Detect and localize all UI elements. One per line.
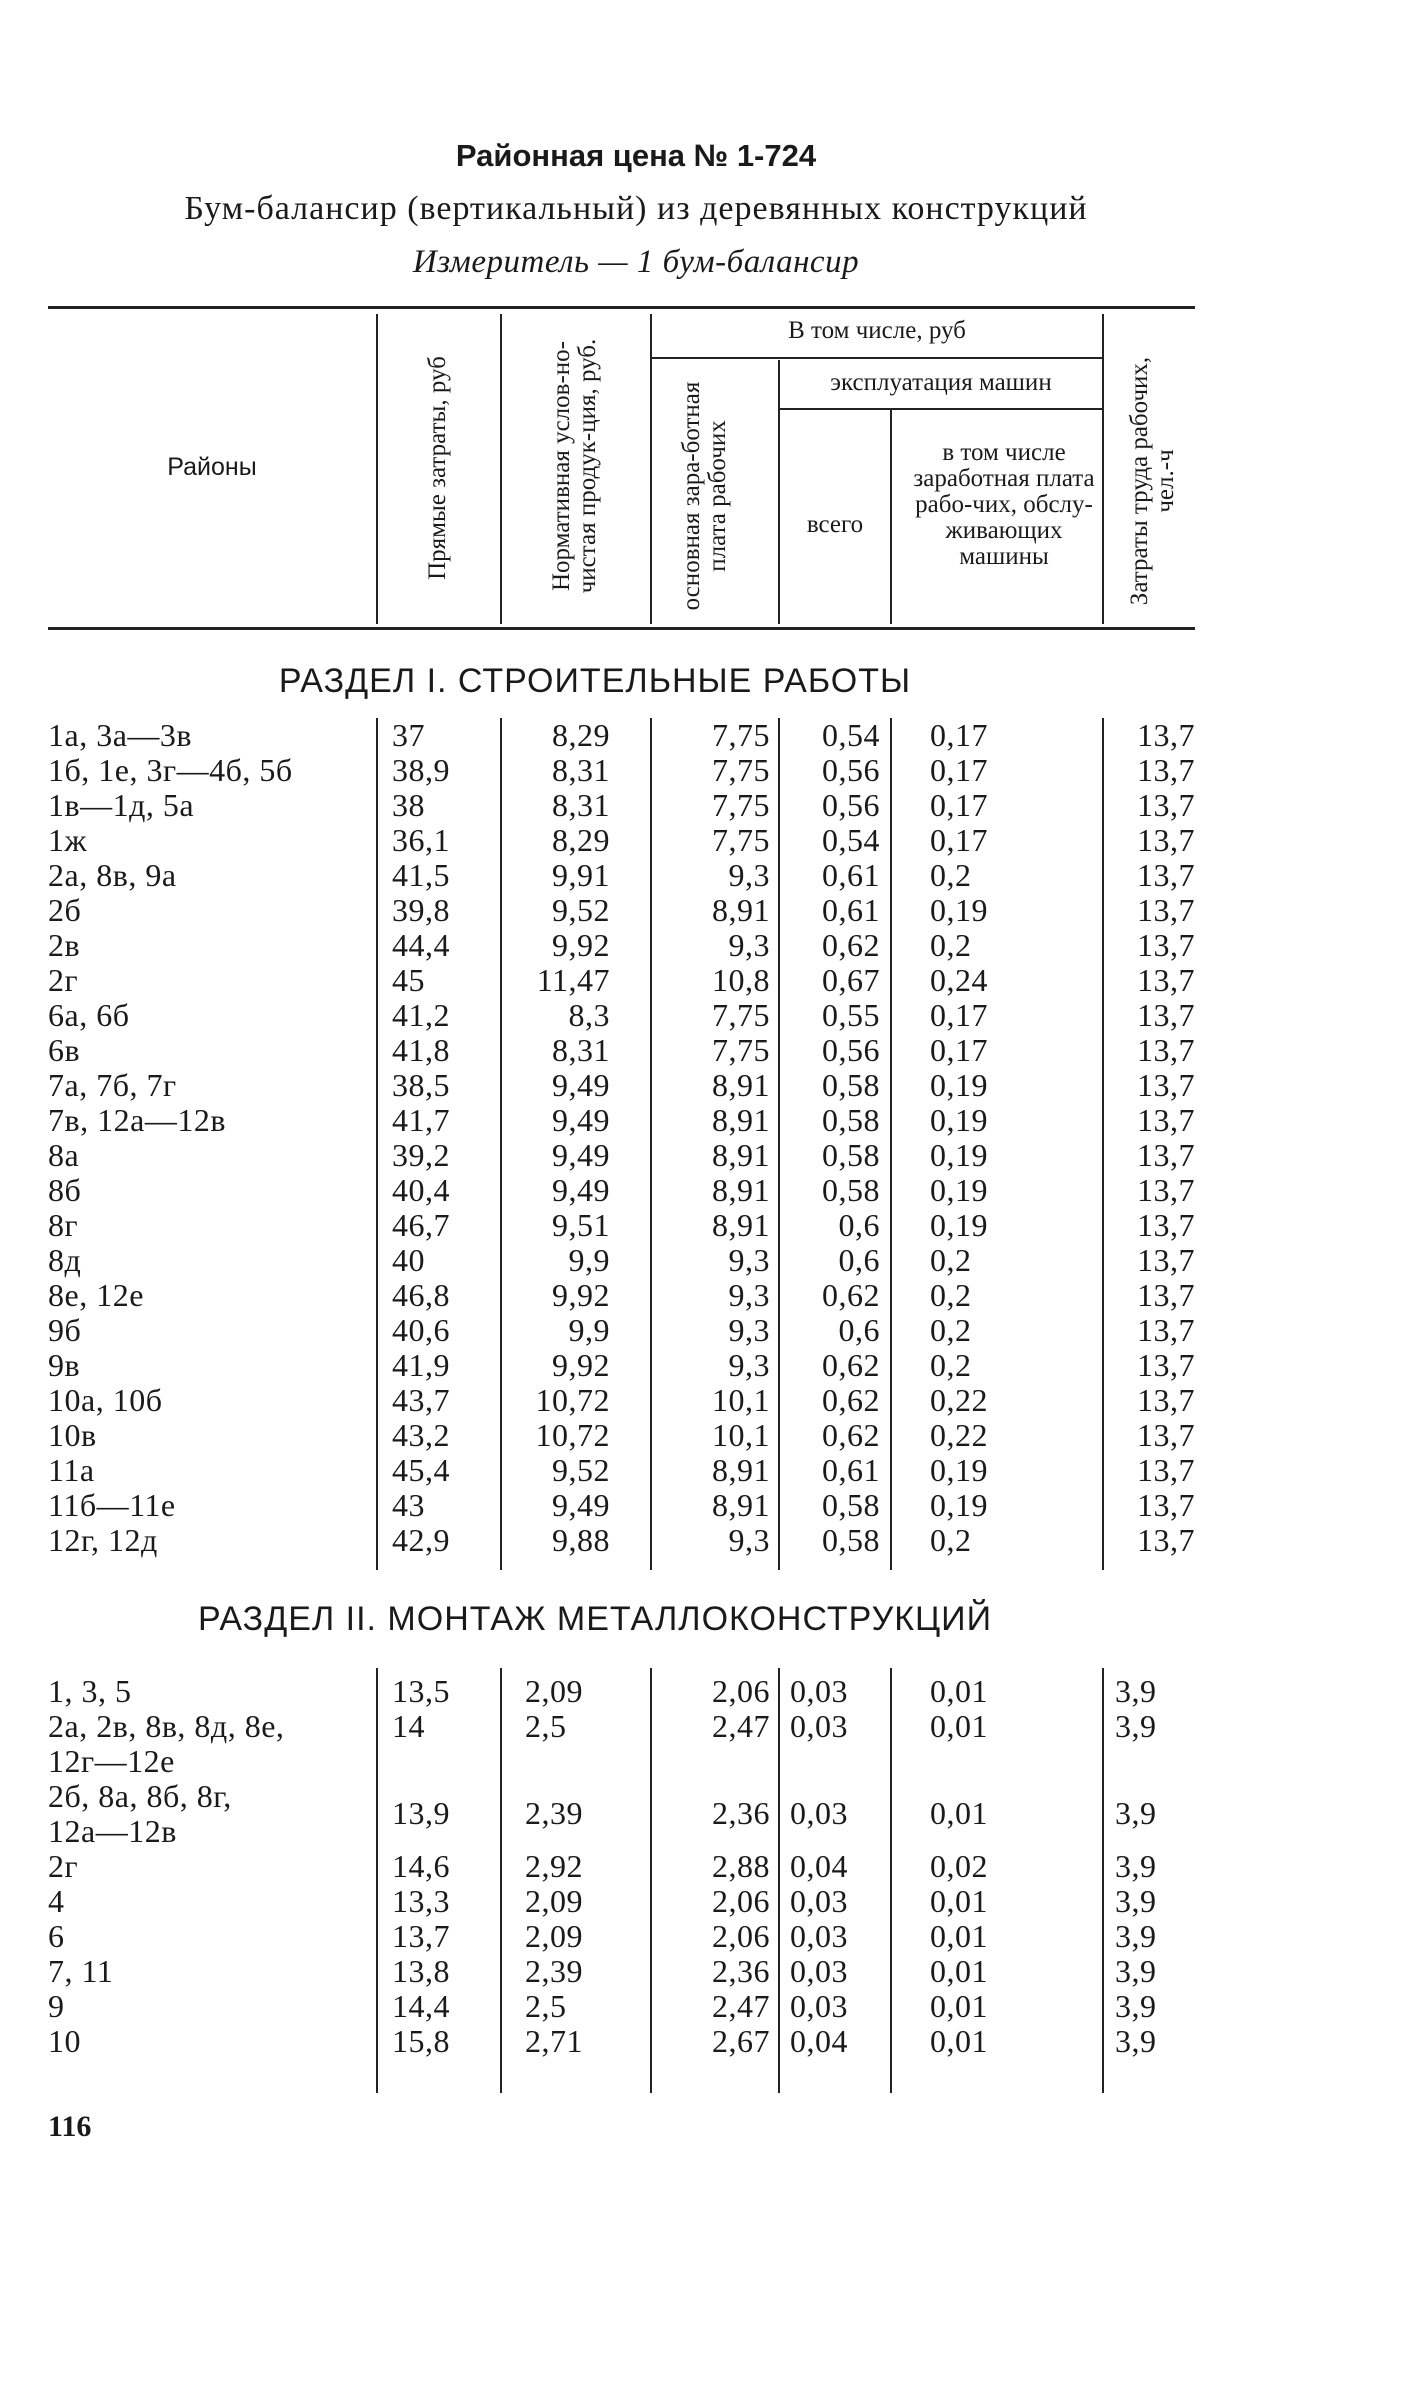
measure-unit: Измеритель — 1 бум-балансир	[412, 244, 860, 280]
cell-normative: 9,49	[552, 1137, 610, 1173]
cell-labor: 13,7	[1137, 927, 1195, 963]
cell-direct-costs: 41,9	[392, 1347, 450, 1383]
cell-machine-wage: 0,01	[930, 2023, 988, 2059]
cell-region: 8г	[48, 1207, 79, 1243]
cell-normative: 9,49	[552, 1067, 610, 1103]
header-bottom-rule	[48, 627, 1195, 630]
cell-machines-total: 0,03	[790, 1953, 848, 1989]
cell-region: 6а, 6б	[48, 997, 130, 1033]
cell-region-continued: 12г—12е	[48, 1743, 175, 1779]
cell-direct-costs: 44,4	[392, 927, 450, 963]
cell-labor: 13,7	[1137, 857, 1195, 893]
cell-normative: 9,92	[552, 927, 610, 963]
cell-machines-total: 0,03	[790, 1673, 848, 1709]
cell-machine-wage: 0,17	[930, 822, 988, 858]
cell-normative: 2,39	[525, 1953, 583, 1989]
cell-machine-wage: 0,01	[930, 1795, 988, 1831]
cell-direct-costs: 43,2	[392, 1417, 450, 1453]
cell-base-wage: 2,36	[712, 1953, 770, 1989]
cell-region: 2г	[48, 962, 79, 998]
cell-normative: 2,5	[525, 1708, 567, 1744]
col-header-total: всего	[806, 511, 864, 538]
cell-machines-total: 0,03	[790, 1918, 848, 1954]
cell-normative: 2,09	[525, 1673, 583, 1709]
cell-base-wage: 9,3	[728, 1277, 770, 1313]
cell-labor: 13,7	[1137, 752, 1195, 788]
table-row	[0, 788, 1421, 823]
cell-machine-wage: 0,01	[930, 1708, 988, 1744]
cell-labor: 13,7	[1137, 1522, 1195, 1558]
cell-normative: 8,3	[568, 997, 610, 1033]
cell-normative: 2,09	[525, 1883, 583, 1919]
cell-base-wage: 2,36	[712, 1795, 770, 1831]
cell-region: 9б	[48, 1312, 82, 1348]
cell-normative: 10,72	[535, 1417, 610, 1453]
table-row	[0, 1418, 1421, 1453]
cell-base-wage: 10,8	[712, 962, 770, 998]
col-divider-3	[650, 314, 652, 624]
cell-machine-wage: 0,19	[930, 1207, 988, 1243]
cell-machines-total: 0,54	[822, 822, 880, 858]
section-2-title: РАЗДЕЛ II. МОНТАЖ МЕТАЛЛОКОНСТРУКЦИЙ	[197, 1600, 993, 1638]
table-row	[0, 998, 1421, 1033]
cell-normative: 8,31	[552, 787, 610, 823]
cell-labor: 3,9	[1115, 2023, 1157, 2059]
cell-machine-wage: 0,22	[930, 1382, 988, 1418]
cell-machine-wage: 0,2	[930, 1312, 972, 1348]
cell-normative: 9,52	[552, 892, 610, 928]
cell-region: 2б, 8а, 8б, 8г,	[48, 1778, 232, 1814]
col-divider-2	[500, 314, 502, 624]
cell-base-wage: 9,3	[728, 1347, 770, 1383]
cell-region: 6	[48, 1918, 65, 1954]
cell-machine-wage: 0,19	[930, 1102, 988, 1138]
cell-machines-total: 0,67	[822, 962, 880, 998]
col-divider-4	[778, 360, 780, 624]
cell-normative: 2,5	[525, 1988, 567, 2024]
cell-normative: 9,92	[552, 1277, 610, 1313]
cell-direct-costs: 38,9	[392, 752, 450, 788]
cell-direct-costs: 45,4	[392, 1452, 450, 1488]
cell-base-wage: 9,3	[728, 857, 770, 893]
col-header-regions: Районы	[167, 453, 257, 481]
cell-base-wage: 9,3	[728, 1522, 770, 1558]
table-row	[0, 1884, 1421, 1919]
cell-base-wage: 8,91	[712, 1102, 770, 1138]
cell-labor: 13,7	[1137, 1207, 1195, 1243]
cell-normative: 8,31	[552, 752, 610, 788]
table-row	[0, 1453, 1421, 1488]
cell-machine-wage: 0,2	[930, 1242, 972, 1278]
cell-labor: 3,9	[1115, 1953, 1157, 1989]
cell-region: 8д	[48, 1242, 82, 1278]
cell-normative: 9,51	[552, 1207, 610, 1243]
cell-labor: 13,7	[1137, 787, 1195, 823]
cell-base-wage: 7,75	[712, 997, 770, 1033]
cell-machines-total: 0,58	[822, 1137, 880, 1173]
cell-direct-costs: 14,4	[392, 1988, 450, 2024]
cell-labor: 13,7	[1137, 1242, 1195, 1278]
cell-base-wage: 8,91	[712, 1172, 770, 1208]
table-row	[0, 1208, 1421, 1243]
cell-machines-total: 0,58	[822, 1067, 880, 1103]
cell-machines-total: 0,61	[822, 857, 880, 893]
cell-region: 12г, 12д	[48, 1522, 158, 1558]
cell-region: 7в, 12а—12в	[48, 1102, 226, 1138]
cell-region: 2б	[48, 892, 82, 928]
cell-machines-total: 0,61	[822, 892, 880, 928]
cell-base-wage: 7,75	[712, 787, 770, 823]
cell-region: 10в	[48, 1417, 97, 1453]
sub-rule-1	[652, 357, 1102, 359]
cell-region: 8б	[48, 1172, 82, 1208]
cell-labor: 13,7	[1137, 1452, 1195, 1488]
cell-machine-wage: 0,01	[930, 1953, 988, 1989]
table-row	[0, 1779, 1421, 1849]
cell-direct-costs: 13,7	[392, 1918, 450, 1954]
cell-labor: 3,9	[1115, 1795, 1157, 1831]
table-row	[0, 823, 1421, 858]
cell-normative: 8,29	[552, 822, 610, 858]
cell-machine-wage: 0,2	[930, 1277, 972, 1313]
cell-region: 8а	[48, 1137, 80, 1173]
cell-machines-total: 0,62	[822, 1417, 880, 1453]
cell-direct-costs: 14	[392, 1708, 425, 1744]
cell-labor: 13,7	[1137, 1417, 1195, 1453]
cell-region: 2а, 2в, 8в, 8д, 8е,	[48, 1708, 285, 1744]
cell-machine-wage: 0,22	[930, 1417, 988, 1453]
cell-direct-costs: 39,2	[392, 1137, 450, 1173]
cell-direct-costs: 13,3	[392, 1883, 450, 1919]
col-header-machine-wage: в том числе заработная плата рабо-чих, обслу-живающих машины	[913, 439, 1095, 570]
cell-labor: 3,9	[1115, 1883, 1157, 1919]
cell-machines-total: 0,03	[790, 1988, 848, 2024]
cell-machines-total: 0,03	[790, 1795, 848, 1831]
cell-normative: 8,31	[552, 1032, 610, 1068]
cell-labor: 3,9	[1115, 1708, 1157, 1744]
table-row	[0, 1033, 1421, 1068]
cell-direct-costs: 43,7	[392, 1382, 450, 1418]
cell-normative: 9,9	[568, 1312, 610, 1348]
cell-labor: 3,9	[1115, 1848, 1157, 1884]
cell-machines-total: 0,62	[822, 1382, 880, 1418]
cell-labor: 13,7	[1137, 1032, 1195, 1068]
section-1-title: РАЗДЕЛ I. СТРОИТЕЛЬНЫЕ РАБОТЫ	[278, 662, 912, 700]
cell-normative: 9,9	[568, 1242, 610, 1278]
cell-base-wage: 2,88	[712, 1848, 770, 1884]
cell-machines-total: 0,03	[790, 1883, 848, 1919]
cell-base-wage: 2,06	[712, 1883, 770, 1919]
col-divider-6	[1102, 314, 1104, 624]
cell-normative: 9,49	[552, 1487, 610, 1523]
cell-direct-costs: 14,6	[392, 1848, 450, 1884]
cell-direct-costs: 45	[392, 962, 425, 998]
cell-base-wage: 7,75	[712, 822, 770, 858]
col-header-direct-costs: Прямые затраты, руб	[424, 356, 451, 580]
cell-region: 1, 3, 5	[48, 1673, 132, 1709]
cell-machine-wage: 0,01	[930, 1988, 988, 2024]
cell-direct-costs: 13,5	[392, 1673, 450, 1709]
cell-machine-wage: 0,2	[930, 857, 972, 893]
cell-base-wage: 9,3	[728, 1242, 770, 1278]
cell-labor: 13,7	[1137, 1067, 1195, 1103]
cell-direct-costs: 36,1	[392, 822, 450, 858]
cell-direct-costs: 46,7	[392, 1207, 450, 1243]
cell-region: 9в	[48, 1347, 81, 1383]
cell-machines-total: 0,6	[838, 1312, 880, 1348]
cell-normative: 9,91	[552, 857, 610, 893]
cell-normative: 8,29	[552, 717, 610, 753]
table-row	[0, 1103, 1421, 1138]
document-subtitle: Бум-балансир (вертикальный) из деревянных конструкций	[184, 190, 1088, 227]
cell-base-wage: 7,75	[712, 1032, 770, 1068]
header-top-rule	[48, 306, 1195, 309]
cell-direct-costs: 46,8	[392, 1277, 450, 1313]
cell-base-wage: 7,75	[712, 717, 770, 753]
table-row	[0, 1709, 1421, 1779]
table-row	[0, 858, 1421, 893]
cell-direct-costs: 13,9	[392, 1795, 450, 1831]
cell-labor: 13,7	[1137, 1137, 1195, 1173]
cell-machine-wage: 0,2	[930, 927, 972, 963]
cell-labor: 13,7	[1137, 1487, 1195, 1523]
cell-labor: 13,7	[1137, 1172, 1195, 1208]
cell-region: 11а	[48, 1452, 95, 1488]
cell-region: 2г	[48, 1848, 79, 1884]
cell-machine-wage: 0,19	[930, 1487, 988, 1523]
cell-normative: 9,92	[552, 1347, 610, 1383]
table-row	[0, 1278, 1421, 1313]
cell-labor: 13,7	[1137, 997, 1195, 1033]
cell-direct-costs: 41,5	[392, 857, 450, 893]
cell-normative: 2,71	[525, 2023, 583, 2059]
cell-region: 1ж	[48, 822, 88, 858]
cell-machine-wage: 0,01	[930, 1883, 988, 1919]
table-row	[0, 1488, 1421, 1523]
cell-direct-costs: 40,4	[392, 1172, 450, 1208]
table-row	[0, 1674, 1421, 1709]
cell-labor: 13,7	[1137, 1312, 1195, 1348]
cell-machines-total: 0,6	[838, 1207, 880, 1243]
cell-machine-wage: 0,19	[930, 892, 988, 928]
cell-machines-total: 0,58	[822, 1102, 880, 1138]
cell-machines-total: 0,03	[790, 1708, 848, 1744]
table-row	[0, 1068, 1421, 1103]
cell-labor: 13,7	[1137, 1347, 1195, 1383]
col-divider-1	[376, 314, 378, 624]
cell-machines-total: 0,56	[822, 1032, 880, 1068]
col-header-base-wage: основная зара-ботная плата рабочих	[678, 381, 731, 611]
table-row	[0, 1383, 1421, 1418]
cell-labor: 13,7	[1137, 892, 1195, 928]
cell-machine-wage: 0,19	[930, 1172, 988, 1208]
cell-normative: 9,49	[552, 1172, 610, 1208]
cell-base-wage: 2,47	[712, 1708, 770, 1744]
cell-labor: 3,9	[1115, 1918, 1157, 1954]
cell-machines-total: 0,61	[822, 1452, 880, 1488]
col-header-normative: Нормативная услов-но-чистая продук-ция, руб.	[548, 338, 601, 594]
col-header-labor: Затраты труда рабочих, чел.-ч	[1126, 356, 1179, 606]
cell-machine-wage: 0,24	[930, 962, 988, 998]
cell-direct-costs: 43	[392, 1487, 425, 1523]
cell-direct-costs: 41,2	[392, 997, 450, 1033]
cell-machines-total: 0,58	[822, 1172, 880, 1208]
table-row	[0, 893, 1421, 928]
cell-base-wage: 7,75	[712, 752, 770, 788]
table-row	[0, 1173, 1421, 1208]
cell-region: 2в	[48, 927, 81, 963]
cell-region: 2а, 8в, 9а	[48, 857, 177, 893]
cell-direct-costs: 38,5	[392, 1067, 450, 1103]
table-row	[0, 718, 1421, 753]
cell-base-wage: 8,91	[712, 892, 770, 928]
cell-machines-total: 0,6	[838, 1242, 880, 1278]
cell-direct-costs: 40,6	[392, 1312, 450, 1348]
col-header-including: В том числе, руб	[788, 317, 966, 344]
cell-machines-total: 0,56	[822, 752, 880, 788]
cell-machines-total: 0,62	[822, 927, 880, 963]
cell-labor: 13,7	[1137, 1102, 1195, 1138]
cell-direct-costs: 37	[392, 717, 425, 753]
cell-direct-costs: 40	[392, 1242, 425, 1278]
cell-direct-costs: 41,8	[392, 1032, 450, 1068]
cell-machine-wage: 0,2	[930, 1522, 972, 1558]
cell-direct-costs: 42,9	[392, 1522, 450, 1558]
section-2-rows	[0, 1674, 1421, 2059]
document-title: Районная цена № 1-724	[455, 138, 817, 173]
table-row	[0, 1954, 1421, 1989]
cell-normative: 10,72	[535, 1382, 610, 1418]
cell-labor: 13,7	[1137, 1277, 1195, 1313]
cell-machine-wage: 0,2	[930, 1347, 972, 1383]
cell-base-wage: 8,91	[712, 1487, 770, 1523]
cell-machine-wage: 0,01	[930, 1673, 988, 1709]
cell-normative: 11,47	[536, 962, 610, 998]
cell-direct-costs: 41,7	[392, 1102, 450, 1138]
table-row	[0, 1243, 1421, 1278]
cell-base-wage: 2,06	[712, 1673, 770, 1709]
cell-base-wage: 9,3	[728, 927, 770, 963]
cell-machines-total: 0,04	[790, 2023, 848, 2059]
table-row	[0, 1138, 1421, 1173]
cell-machines-total: 0,04	[790, 1848, 848, 1884]
cell-labor: 13,7	[1137, 962, 1195, 998]
cell-normative: 9,52	[552, 1452, 610, 1488]
cell-machine-wage: 0,19	[930, 1452, 988, 1488]
cell-region: 6в	[48, 1032, 81, 1068]
table-row	[0, 1348, 1421, 1383]
table-row	[0, 963, 1421, 998]
cell-region: 7, 11	[48, 1953, 114, 1989]
cell-machines-total: 0,56	[822, 787, 880, 823]
col-divider-5	[890, 410, 892, 624]
cell-region: 10	[48, 2023, 81, 2059]
cell-machine-wage: 0,19	[930, 1067, 988, 1103]
table-row	[0, 1849, 1421, 1884]
cell-base-wage: 2,06	[712, 1918, 770, 1954]
cell-machine-wage: 0,19	[930, 1137, 988, 1173]
cell-region: 8е, 12е	[48, 1277, 144, 1313]
cell-direct-costs: 13,8	[392, 1953, 450, 1989]
cell-base-wage: 8,91	[712, 1137, 770, 1173]
cell-base-wage: 8,91	[712, 1067, 770, 1103]
cell-region-continued: 12а—12в	[48, 1813, 177, 1849]
cell-labor: 3,9	[1115, 1673, 1157, 1709]
cell-machine-wage: 0,01	[930, 1918, 988, 1954]
cell-base-wage: 8,91	[712, 1207, 770, 1243]
col-header-machines: эксплуатация машин	[830, 369, 1052, 396]
cell-machines-total: 0,62	[822, 1347, 880, 1383]
cell-machines-total: 0,62	[822, 1277, 880, 1313]
sub-rule-2	[780, 408, 1102, 410]
page-number: 116	[48, 2110, 92, 2143]
cell-base-wage: 8,91	[712, 1452, 770, 1488]
table-row	[0, 753, 1421, 788]
table-row	[0, 1919, 1421, 1954]
cell-machines-total: 0,58	[822, 1487, 880, 1523]
cell-direct-costs: 15,8	[392, 2023, 450, 2059]
cell-region: 4	[48, 1883, 65, 1919]
cell-region: 1в—1д, 5а	[48, 787, 195, 823]
cell-labor: 3,9	[1115, 1988, 1157, 2024]
cell-machine-wage: 0,02	[930, 1848, 988, 1884]
cell-base-wage: 9,3	[728, 1312, 770, 1348]
cell-labor: 13,7	[1137, 1382, 1195, 1418]
cell-machines-total: 0,58	[822, 1522, 880, 1558]
cell-direct-costs: 39,8	[392, 892, 450, 928]
cell-machines-total: 0,55	[822, 997, 880, 1033]
cell-machine-wage: 0,17	[930, 717, 988, 753]
cell-normative: 2,39	[525, 1795, 583, 1831]
cell-machine-wage: 0,17	[930, 752, 988, 788]
cell-region: 1б, 1е, 3г—4б, 5б	[48, 752, 293, 788]
table-row	[0, 1523, 1421, 1558]
table-row	[0, 928, 1421, 963]
cell-region: 9	[48, 1988, 65, 2024]
cell-normative: 9,88	[552, 1522, 610, 1558]
cell-normative: 2,92	[525, 1848, 583, 1884]
table-row	[0, 1989, 1421, 2024]
cell-base-wage: 2,47	[712, 1988, 770, 2024]
cell-machine-wage: 0,17	[930, 1032, 988, 1068]
cell-region: 10а, 10б	[48, 1382, 163, 1418]
cell-region: 1а, 3а—3в	[48, 717, 193, 753]
cell-region: 7а, 7б, 7г	[48, 1067, 177, 1103]
cell-base-wage: 10,1	[712, 1382, 770, 1418]
cell-machine-wage: 0,17	[930, 997, 988, 1033]
section-1-rows	[0, 718, 1421, 1558]
cell-labor: 13,7	[1137, 717, 1195, 753]
cell-normative: 9,49	[552, 1102, 610, 1138]
cell-direct-costs: 38	[392, 787, 425, 823]
cell-labor: 13,7	[1137, 822, 1195, 858]
cell-machine-wage: 0,17	[930, 787, 988, 823]
cell-base-wage: 10,1	[712, 1417, 770, 1453]
cell-region: 11б—11е	[48, 1487, 176, 1523]
cell-base-wage: 2,67	[712, 2023, 770, 2059]
table-row	[0, 2024, 1421, 2059]
cell-normative: 2,09	[525, 1918, 583, 1954]
table-row	[0, 1313, 1421, 1348]
cell-machines-total: 0,54	[822, 717, 880, 753]
